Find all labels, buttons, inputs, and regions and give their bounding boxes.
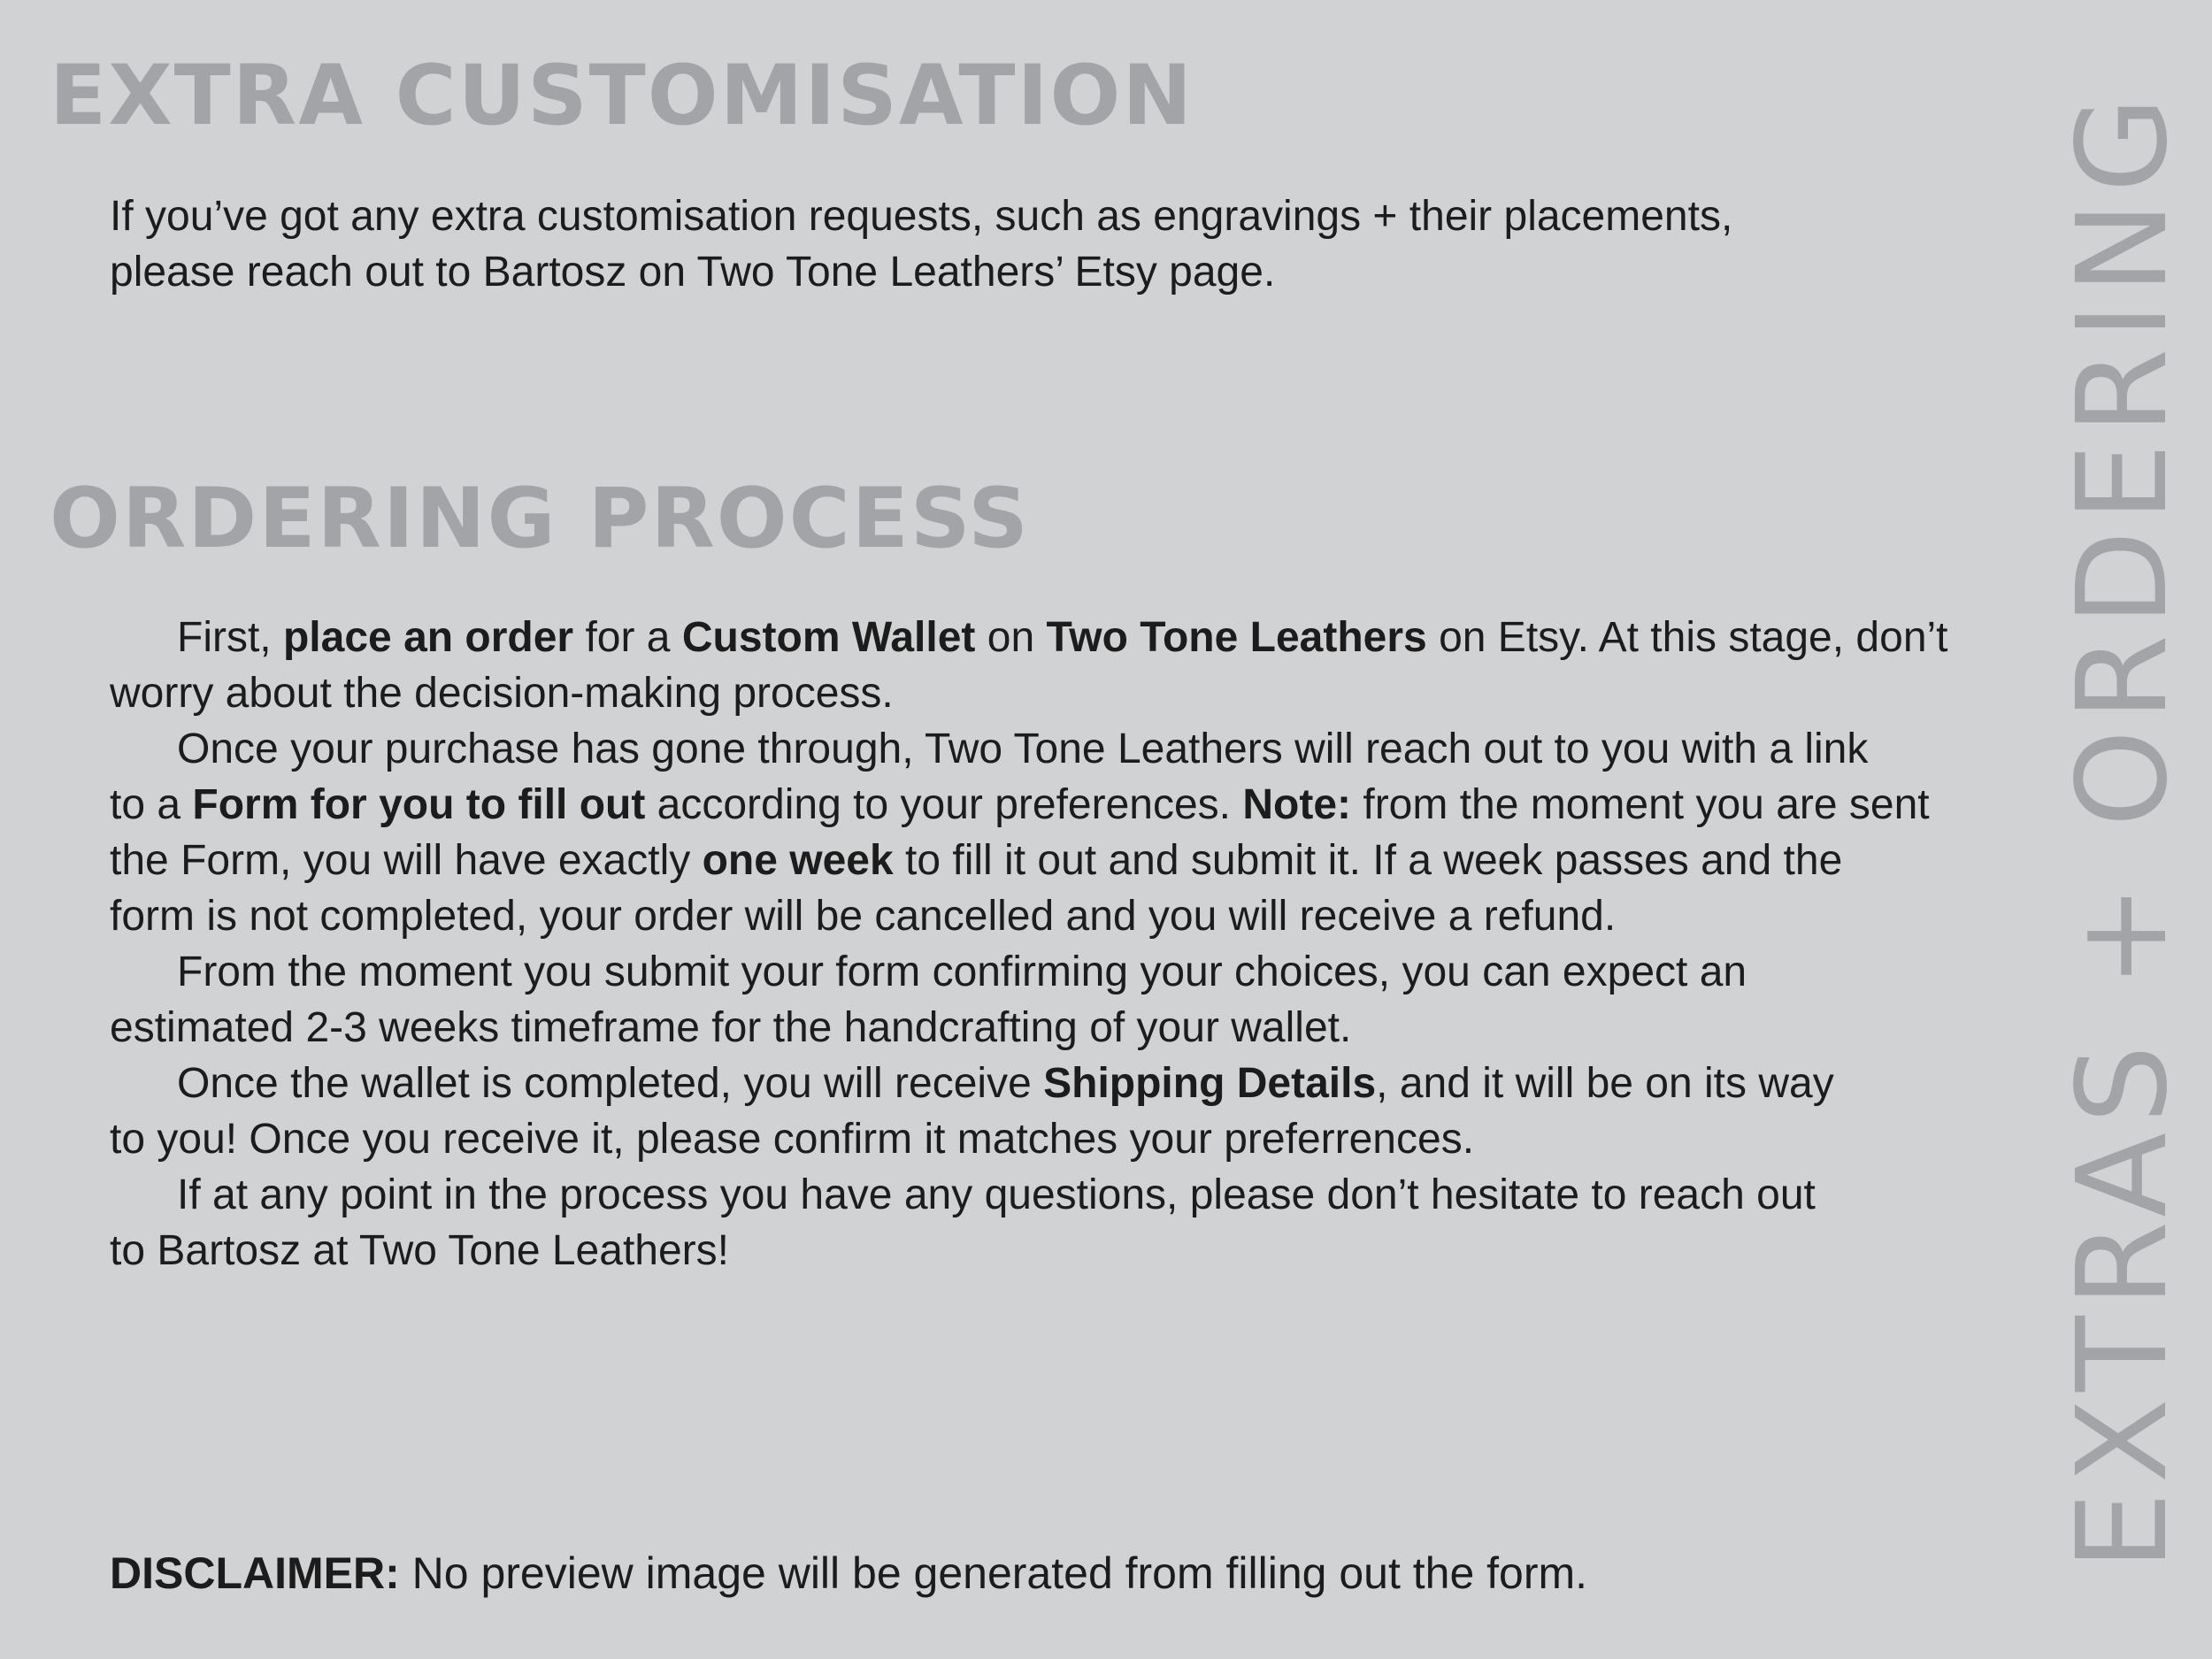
disclaimer: [110, 1547, 1587, 1600]
p2-text-5: to fill it out and submit it. If a week passes and the: [893, 837, 1843, 884]
disclaimer-label: DISCLAIMER:: [110, 1548, 400, 1598]
side-title: EXTRAS + ORDERING: [2051, 88, 2195, 1571]
p3-line-1: From the moment you submit your form confirming your choices, you can expect an: [177, 949, 1747, 995]
p1-bold-custom-wallet: Custom Wallet: [681, 614, 976, 661]
extra-line-1: If you’ve got any extra customisation requests, such as engravings + their placements,: [110, 193, 1733, 240]
p4-text-2: , and it will be on its way: [1376, 1060, 1834, 1107]
p2-bold-note: Note:: [1242, 781, 1352, 828]
p2-bold-form: Form for you to fill out: [192, 781, 646, 828]
p4-line-2: to you! Once you receive it, please confirm it matches your preferrences.: [110, 1116, 1475, 1163]
p2-text-1: to a: [110, 781, 193, 828]
p2-text-3: from the moment you are sent: [1351, 781, 1930, 828]
extra-customisation-text: [110, 188, 1732, 300]
p1-text-1: First,: [177, 614, 283, 661]
extra-line-2: please reach out to Bartosz on Two Tone Leathers’ Etsy page.: [110, 249, 1276, 296]
p1-text-4: on Etsy. At this stage, don’t: [1426, 614, 1948, 661]
p4-text-1: Once the wallet is completed, you will receive: [177, 1060, 1044, 1107]
p1-text-2: for a: [573, 614, 682, 661]
p2-line-1: Once your purchase has gone through, Two Tone Leathers will reach out to you with a link: [177, 726, 1869, 772]
p2-text-4: the Form, you will have exactly: [110, 837, 703, 884]
p1-bold-place-order: place an order: [282, 614, 574, 661]
ordering-process-text: [110, 610, 1948, 1279]
p2-bold-one-week: one week: [702, 837, 894, 884]
extra-customisation-heading: EXTRA CUSTOMISATION: [50, 48, 1194, 144]
p2-line-4: form is not completed, your order will be cancelled and you will receive a refund.: [110, 893, 1617, 940]
p5-line-2: to Bartosz at Two Tone Leathers!: [110, 1227, 729, 1274]
p2-text-2: according to your preferences.: [645, 781, 1243, 828]
p1-line-2: worry about the decision-making process.: [110, 670, 894, 717]
p4-bold-shipping-details: Shipping Details: [1043, 1060, 1377, 1107]
disclaimer-text: No preview image will be generated from filling out the form.: [399, 1548, 1588, 1598]
p1-text-3: on: [975, 614, 1047, 661]
p3-line-2: estimated 2-3 weeks timeframe for the handcrafting of your wallet.: [110, 1004, 1352, 1051]
ordering-process-heading: ORDERING PROCESS: [50, 471, 1030, 567]
p1-bold-shop-name: Two Tone Leathers: [1046, 614, 1427, 661]
p5-line-1: If at any point in the process you have any questions, please don’t hesitate to reach out: [177, 1171, 1816, 1218]
